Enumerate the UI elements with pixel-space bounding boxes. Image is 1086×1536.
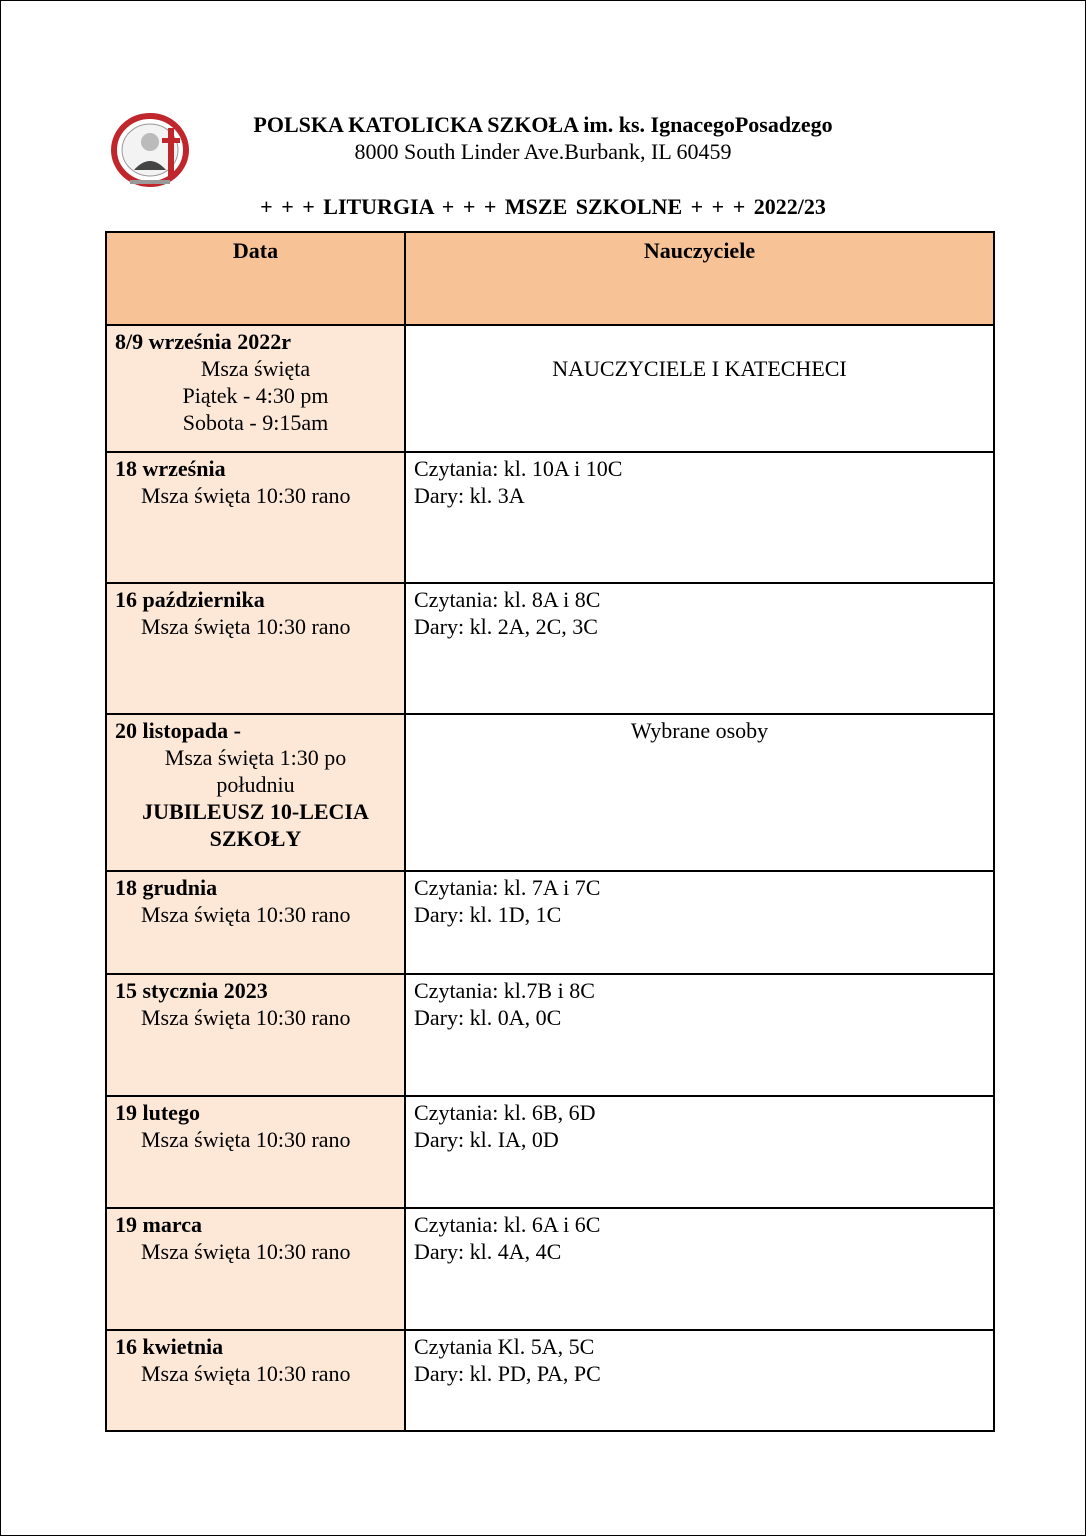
table-header-row xyxy=(106,232,994,325)
date-label: 18 września xyxy=(115,456,226,481)
teachers-cell xyxy=(405,1330,994,1431)
date-label: 16 października xyxy=(115,587,265,612)
gifts-line: Dary: kl. 0A, 0C xyxy=(414,1005,562,1030)
date-cell xyxy=(106,325,405,452)
date-cell xyxy=(106,1096,405,1208)
table-row xyxy=(106,1330,994,1431)
school-address: 8000 South Linder Ave.Burbank, IL 60459 xyxy=(354,139,732,164)
table-row xyxy=(106,871,994,974)
readings-line: Czytania: kl. 7A i 7C xyxy=(414,875,601,900)
mass-line: Msza święta 10:30 rano xyxy=(141,614,351,639)
table-row xyxy=(106,325,994,452)
mass-line: Msza święta 10:30 rano xyxy=(141,902,351,927)
gifts-line: Dary: kl. 1D, 1C xyxy=(414,902,562,927)
mass-line: Piątek - 4:30 pm xyxy=(182,383,329,408)
table-row xyxy=(106,1208,994,1330)
table-row xyxy=(106,974,994,1096)
header-date: Data xyxy=(106,232,405,325)
mass-line: Msza święta 10:30 rano xyxy=(141,483,351,508)
teachers-cell xyxy=(405,583,994,714)
mass-line: Msza święta xyxy=(200,356,311,381)
readings-line: Czytania: kl. 6A i 6C xyxy=(414,1212,601,1237)
mass-line: Sobota - 9:15am xyxy=(182,410,329,435)
date-cell xyxy=(106,1330,405,1431)
gifts-line: Dary: kl. 3A xyxy=(414,483,525,508)
header-teachers: Nauczyciele xyxy=(405,232,994,325)
date-cell xyxy=(106,1208,405,1330)
teachers-cell xyxy=(405,714,994,871)
gifts-line: Dary: kl. 2A, 2C, 3C xyxy=(414,614,598,639)
date-cell xyxy=(106,871,405,974)
teachers-line: Wybrane osoby xyxy=(630,718,769,743)
mass-schedule-table xyxy=(105,231,995,1432)
readings-line: Czytania: kl. 8A i 8C xyxy=(414,587,601,612)
mass-line: południu xyxy=(216,772,295,797)
mass-line: Msza święta 1:30 po xyxy=(164,745,347,770)
mass-line: Msza święta 10:30 rano xyxy=(141,1239,351,1264)
date-label: 8/9 września 2022r xyxy=(115,329,291,354)
teachers-cell xyxy=(405,1208,994,1330)
jubilee-line: SZKOŁY xyxy=(209,826,302,851)
jubilee-line: JUBILEUSZ 10-LECIA xyxy=(142,799,369,824)
mass-line: Msza święta 10:30 rano xyxy=(141,1005,351,1030)
table-row xyxy=(106,714,994,871)
date-label: 15 stycznia 2023 xyxy=(115,978,268,1003)
mass-line: Msza święta 10:30 rano xyxy=(141,1361,351,1386)
date-label: 20 listopada - xyxy=(115,718,241,743)
school-name: POLSKA KATOLICKA SZKOŁA im. ks. IgnacegoPosadzego xyxy=(253,112,833,137)
table-row xyxy=(106,1096,994,1208)
teachers-line: NAUCZYCIELE I KATECHECI xyxy=(552,356,847,381)
readings-line: Czytania: kl. 10A i 10C xyxy=(414,456,623,481)
date-cell xyxy=(106,714,405,871)
gifts-line: Dary: kl. PD, PA, PC xyxy=(414,1361,601,1386)
date-label: 16 kwietnia xyxy=(115,1334,224,1359)
teachers-cell xyxy=(405,452,994,583)
schedule-subtitle: + + + LITURGIA + + + MSZE SZKOLNE + + + 2022/23 xyxy=(260,194,826,219)
mass-line: Msza święta 10:30 rano xyxy=(141,1127,351,1152)
date-label: 19 marca xyxy=(115,1212,202,1237)
readings-line: Czytania: kl.7B i 8C xyxy=(414,978,595,1003)
gifts-line: Dary: kl. 4A, 4C xyxy=(414,1239,562,1264)
date-label: 18 grudnia xyxy=(115,875,218,900)
teachers-cell xyxy=(405,325,994,452)
date-cell xyxy=(106,974,405,1096)
readings-line: Czytania Kl. 5A, 5C xyxy=(414,1334,595,1359)
table-row xyxy=(106,583,994,714)
teachers-cell xyxy=(405,1096,994,1208)
gifts-line: Dary: kl. IA, 0D xyxy=(414,1127,559,1152)
teachers-cell xyxy=(405,974,994,1096)
table-row xyxy=(106,452,994,583)
date-label: 19 lutego xyxy=(115,1100,200,1125)
date-cell xyxy=(106,583,405,714)
date-cell xyxy=(106,452,405,583)
teachers-cell xyxy=(405,871,994,974)
readings-line: Czytania: kl. 6B, 6D xyxy=(414,1100,596,1125)
